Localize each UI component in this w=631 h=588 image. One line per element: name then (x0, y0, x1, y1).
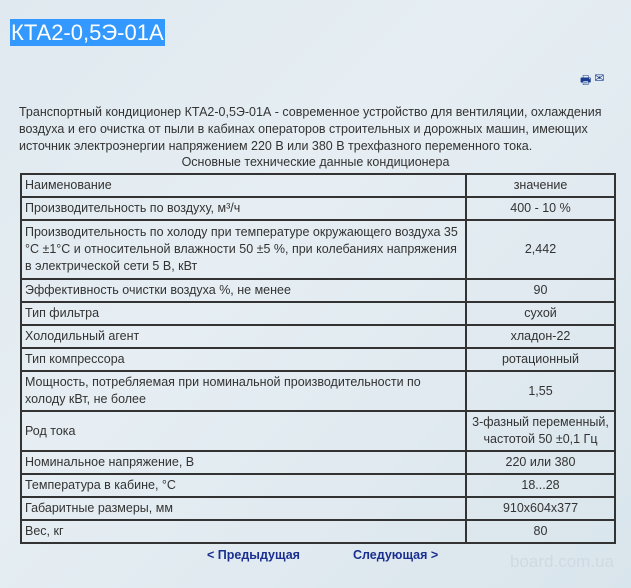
next-link[interactable]: Следующая > (353, 548, 439, 562)
intro-text: Транспортный кондиционер КТА2-0,5Э-01А - современное устройство для вентиляции, охлаждения воздуха и его очистка от пыли в кабинах операторов строительных и дорожных машин, имеющих источник электроэнергии напряжением 220 В или 380 В трехфазного переменного тока. (19, 105, 602, 153)
table-row (21, 220, 615, 279)
table-caption: Основные технические данные кондиционера (181, 155, 450, 169)
table-row (21, 302, 615, 325)
row-value: 910х604х377 (466, 497, 615, 520)
email-icon[interactable]: ✉ (594, 71, 605, 85)
row-value: 400 - 10 % (466, 197, 615, 220)
table-row (21, 279, 615, 302)
table-row (21, 474, 615, 497)
row-name: Производительность по холоду при температуре окружающего воздуха 35 °С ±1°С и относительной влажности 50 ±5 %, при колебаниях напряжения в электрической сети 5 В, кВт (21, 220, 466, 279)
row-name: Тип компрессора (21, 348, 466, 371)
page-title: КТА2-0,5Э-01А (11, 20, 164, 45)
row-name: Мощность, потребляемая при номинальной производительности по холоду кВт, не более (21, 371, 466, 411)
specs-table (20, 173, 616, 544)
row-value: 18...28 (466, 474, 615, 497)
row-name: Вес, кг (21, 520, 466, 543)
table-row (21, 197, 615, 220)
table-row (21, 497, 615, 520)
table-row (21, 348, 615, 371)
table-header-row (21, 174, 615, 197)
table-row (21, 451, 615, 474)
row-name: Род тока (21, 411, 466, 451)
row-name: Тип фильтра (21, 302, 466, 325)
row-value: сухой (466, 302, 615, 325)
row-name: Габаритные размеры, мм (21, 497, 466, 520)
row-name: Производительность по воздуху, м³/ч (21, 197, 466, 220)
row-value: 1,55 (466, 371, 615, 411)
table-row (21, 411, 615, 451)
row-value: хладон-22 (466, 325, 615, 348)
table-row (21, 520, 615, 543)
row-value: 80 (466, 520, 615, 543)
print-icon[interactable]: 🖶 (580, 73, 592, 87)
table-row (21, 325, 615, 348)
row-name: Температура в кабине, °С (21, 474, 466, 497)
header-name: Наименование (21, 174, 466, 197)
row-value: ротационный (466, 348, 615, 371)
header-value: значение (466, 174, 615, 197)
row-value: 2,442 (466, 220, 615, 279)
row-name: Эффективность очистки воздуха %, не менее (21, 279, 466, 302)
table-row (21, 371, 615, 411)
prev-link[interactable]: < Предыдущая (207, 548, 300, 562)
row-name: Холодильный агент (21, 325, 466, 348)
row-value: 90 (466, 279, 615, 302)
row-value: 3-фазный переменный, частотой 50 ±0,1 Гц (466, 411, 615, 451)
watermark: board.com.ua (510, 552, 614, 571)
row-value: 220 или 380 (466, 451, 615, 474)
row-name: Номинальное напряжение, В (21, 451, 466, 474)
